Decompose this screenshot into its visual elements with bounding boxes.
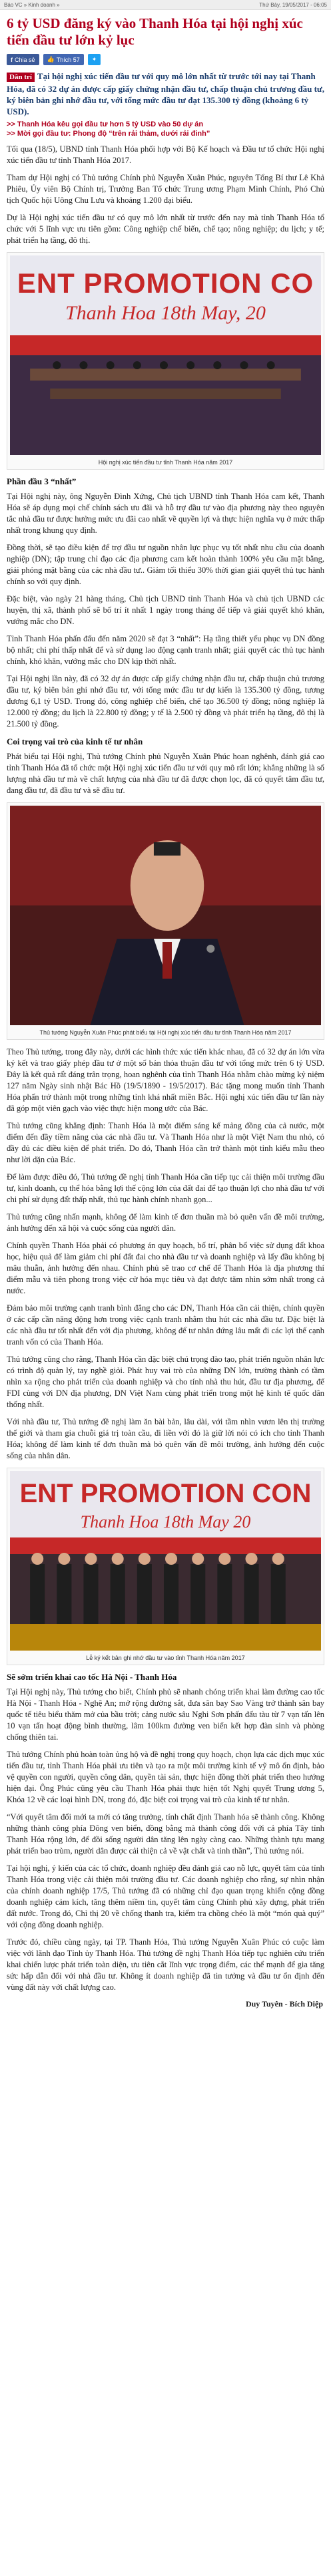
related-links <box>7 120 324 138</box>
banner-text: ENT PROMOTION CO <box>17 267 314 299</box>
paragraph: Tối qua (18/5), UBND tỉnh Thanh Hóa phối hợp với Bộ Kế hoạch và Đầu tư tổ chức Hội nghị xúc tiến đầu tư tỉnh Thanh Hóa 2017. <box>7 144 324 165</box>
like-button[interactable] <box>43 54 84 65</box>
section-heading: Phần đầu 3 “nhất” <box>7 476 77 486</box>
prime-minister-photo <box>10 806 321 1025</box>
paragraph: Theo Thủ tướng, trong đây này, dưới các hình thức xúc tiến khác nhau, đã có 32 dự án lớn vừa ký kết và trao giấy phép đầu tư ở một số bản thỏa thuận đầu tư với tổng mức trên 6 tỷ USD. Đây là kết quả rất đáng trân trọng, hoan nghênh của tỉnh Thanh Hóa nhằm chào mừng kỷ niệm 127 năm Ngày sinh nhật Bác Hồ (19/5/1890 - 19/5/2017). Bác tặng mong muốn tỉnh Thanh Hóa phấn trở thành một trong những tỉnh khá nhất miền Bắc. Hội nghị xúc tiến đầu tư lần này đã góp một viên gạch vào việc thực hiện mong ước của Bác. <box>7 1047 324 1113</box>
top-bar <box>0 0 331 10</box>
facebook-share-label: Chia sẻ <box>15 56 35 63</box>
article-author: Duy Tuyên - Bích Diệp <box>245 1999 323 2009</box>
lead-text: Tại hội nghị xúc tiến đầu tư với quy mô lớn nhất từ trước tới nay tại Thanh Hóa, đã có 32 dự án được cấp giấy chứng nhận đầu tư, chấp thuận chủ trương đầu tư, ký biên bản ghi nhớ đầu tư, với tổng mức đầu tư đạt 135.300 tỷ đồng (khoảng 6 tỷ USD). <box>7 71 324 116</box>
figure-caption: Lễ ký kết bản ghi nhớ đầu tư vào tỉnh Thanh Hóa năm 2017 <box>86 1655 245 1661</box>
conference-photo <box>10 255 321 455</box>
paragraph: Đảm bảo môi trường cạnh tranh bình đẳng cho các DN, Thanh Hóa cần cải thiện, chính quyền ở các cấp cần năng động hơn trong việc cạnh tranh nhằm thu hút các nhà đầu tư. Đặc biệt là các nhà đầu tư tốt nhất đến với địa phương, không để tư nhân đứng lâu mất đi các lợi thế cạnh tranh vốn có của Thanh Hóa. <box>7 1303 324 1347</box>
figure-caption: Thủ tướng Nguyễn Xuân Phúc phát biểu tại Hội nghị xúc tiến đầu tư tỉnh Thanh Hóa năm 2017 <box>39 1029 292 1036</box>
paragraph: Thủ tướng Chính phủ hoàn toàn ủng hộ và đề nghị trong quy hoạch, chọn lựa các dịch mục xúc tiến đầu tư, tỉnh Thanh Hóa phải ưu tiên và tạo ra một môi trường kinh tế vỹ mô ổn định, bảo vệ quyền con người, quyền công dân, quyền tài sản, thực hiện đồng thời phát triển theo hướng hiện đại. Ông Phúc cũng yêu cầu Thanh Hóa phải thực hiện tốt Nghị quyết Trung ương 5, Khóa 12 về các loại hình DN, trong đó, đặc biệt coi trọng vai trò của kinh tế tư nhân. <box>7 1750 325 1804</box>
paragraph: Với nhà đầu tư, Thủ tướng đề nghị làm ăn bài bản, lâu dài, với tầm nhìn vươn lên thị trường thế giới và tham gia chuỗi giá trị toàn cầu, đi liền với đó là giữ lời nói có ích cho tỉnh Thanh Hóa; không để làm kinh tế đơn thuần mà bỏ quên vấn đề môi trường, ảnh hưởng đến cuộc sống của nhân dân. <box>7 1417 324 1460</box>
signing-photo <box>10 1471 321 1651</box>
paragraph: Đồng thời, sẽ tạo điều kiện để trợ đầu tư nguồn nhân lực phục vụ tốt nhất nhu cầu của doanh nghiệp (DN); tập trung chỉ đạo các địa phương cam kết hoàn thành 100% yêu cầu mặt bằng, giải phóng mặt bằng của các nhà đầu tư.. Giảm tối thiểu 30% thời gian giải quyết thủ tục hành chính so với quy định. <box>7 543 324 586</box>
paragraph: Thủ tướng cũng nhấn mạnh, không để làm kinh tế đơn thuần mà bỏ quên vấn đề môi trường, ảnh hưởng đến xã hội và cuộc sống của người dân. <box>7 1212 324 1233</box>
like-label: Thích 57 <box>56 56 80 63</box>
article-title: 6 tỷ USD đăng ký vào Thanh Hóa tại hội nghị xúc tiến đầu tư lớn kỷ lục <box>7 15 303 48</box>
paragraph: Phát biểu tại Hội nghị, Thủ tướng Chính phủ Nguyễn Xuân Phúc hoan nghênh, đánh giá cao tỉnh Thanh Hóa đã tổ chức một Hội nghị xúc tiến đầu tư với quy mô rất lớn; khẳng những là số lượng nhà đầu tư mà về chất lượng của nhà đầu tư đã được chọn lọc, đã có quyết tâm đầu tư, đang đầu tư, đã đầu tư và sẽ đầu tư. <box>7 752 324 795</box>
facebook-icon: f <box>11 56 13 63</box>
share-bar <box>7 54 324 65</box>
banner-subtext: Thanh Hoa 18th May, 20 <box>65 302 266 324</box>
figure-caption: Hội nghị xúc tiến đầu tư tỉnh Thanh Hóa năm 2017 <box>98 459 233 466</box>
paragraph: Tham dự Hội nghị có Thủ tướng Chính phủ Nguyễn Xuân Phúc, nguyên Tổng Bí thư Lê Khả Phiêu, Ủy viên Bộ Chính trị, Trưởng Ban Tổ chức Trung ương Phạm Minh Chính, Phó Chủ tịch Quốc hội Uông Chu Lưu và khoảng 1.200 đại biểu. <box>7 173 324 205</box>
paragraph: Tại hội nghị, ý kiến của các tổ chức, doanh nghiệp đều đánh giá cao nỗ lực, quyết tâm của tỉnh Thanh Hóa trong việc cải thiện môi trường đầu tư. Các doanh nghiệp cho rằng, sự nhìn nhận của chính doanh nghiệp 17/5, Thủ tướng đã có những chỉ đạo quan trọng khiến cộng đồng doanh nghiệp cảm kích, tăng thêm niềm tin, quyết tâm cùng Chính phủ xây dựng, phát triển đất nước. Trong đó, Chỉ thị 20 về chống thanh tra, kiểm tra chồng chéo là một “món quà quý” với cộng đồng doanh nghiệp. <box>7 1863 324 1929</box>
section-heading: Coi trọng vai trò của kinh tế tư nhân <box>7 736 143 746</box>
section-heading: Sẽ sớm triển khai cao tốc Hà Nội - Thanh Hóa <box>7 1672 177 1682</box>
banner-subtext: Thanh Hoa 18th May 20 <box>80 1512 251 1531</box>
tweet-button[interactable] <box>88 54 101 65</box>
figure-signing <box>7 1468 324 1665</box>
paragraph: Tại Hội nghị lần này, đã có 32 dự án được cấp giấy chứng nhận đầu tư, chấp thuận chủ trương đầu tư, ký biên bản ghi nhớ đầu tư, với tổng mức đầu tư dự kiến là 135.300 tỷ đồng, tương đương 6,1 tỷ USD. Trong đó, công nghiệp chế biến, chế tạo 36.500 tỷ đồng; nông nghiệp là 12.000 tỷ đồng; du lịch là 22.800 tỷ đồng; y tế là 2.500 tỷ đồng và phát triển hạ tầng, đô thị là 21.500 tỷ đồng. <box>7 674 324 728</box>
paragraph: Thủ tướng cũng cho rằng, Thanh Hóa cần đặc biệt chú trọng đào tạo, phát triển nguồn nhân lực có trình độ quản lý, tay nghề giỏi. Phát huy vai trò của những DN lớn, trường thành có tầm nhìn xa rộng cho phát triển của doanh nghiệp và cho tính nhà thu hút, đầu tư địa phương, để FDI cùng với DN địa phương, DN Việt Nam cùng phát triển trong một hệ kinh tế quốc dân thống nhất. <box>7 1355 324 1409</box>
source-tag: Dân trí <box>7 73 35 82</box>
banner-text: ENT PROMOTION CON <box>19 1479 312 1508</box>
article-lead <box>7 71 324 117</box>
paragraph: Dự là Hội nghị xúc tiến đầu tư có quy mô lớn nhất từ trước đến nay mà tỉnh Thanh Hóa tổ chức với 5 lĩnh vực ưu tiên gồm: Công nghiệp chế biến, chế tạo; nông nghiệp; du lịch; y tế; phát triển hạ tầng, đô thị. <box>7 213 324 245</box>
figure-conference <box>7 252 324 470</box>
paragraph: “Với quyết tâm đổi mới ta mới có tăng trưởng, tính chất định Thanh hóa sẽ thành công. Không những thành công phía Đông ven biển, đồng bằng mà thành công đối với cả phía Tây tỉnh Thanh Hóa rộng lớn, để đồi sống người dân tăng lên ngày càng cao. Những thành tựu mang phát triển bao trùm, người dân được cải thiện cả về vật chất và tinh thần”, Thủ tướng nói. <box>7 1812 324 1855</box>
thumbs-up-icon: 👍 <box>47 56 55 63</box>
paragraph: Chính quyền Thanh Hóa phải có phương án quy hoạch, bố trí, phân bố việc sử dụng đất khoa học, hiệu quả để làm giảm chi phí đất đai cho nhà đầu tư và doanh nghiệp và lấy đầu không bị mâu thuẫn, ảnh hưởng đến nhau. Chính phủ sẽ trao cơ chế để Thanh Hóa là địa phương thí điểm mẫu và tiên phong trong việc cử hóa mục tiêu và đạt được tăm nhìn sớm nhất trong cả nước. <box>7 1241 324 1295</box>
paragraph: Tại Hội nghị này, Thủ tướng cho biết, Chính phủ sẽ nhanh chóng triển khai làm đường cao tốc Hà Nội - Thanh Hóa - Nghệ An; mở rộng đường sắt, đưa sân bay Sao Vàng trở thành sân bay quốc tế tiêu biểu thăm mở của bầu trời; cảng nước sâu Nghi Sơn phấn đấu tàu từ 7 vạn tấn lên 10 vạn tấn hoạt động bình thường, lâm 100km đường ven biển kết hợp đàn sinh và phòng chống thiên tai. <box>7 1687 324 1742</box>
breadcrumb[interactable]: Báo VC » Kinh doanh » <box>4 1 60 8</box>
date-time: Thứ Bảy, 19/05/2017 - 06:05 <box>259 1 327 8</box>
figure-prime-minister <box>7 802 324 1040</box>
paragraph: Để làm được điều đó, Thủ tướng đề nghị tỉnh Thanh Hóa cần tiếp tục cải thiện môi trường đầu tư, kinh doanh, cụ thể hóa bằng lợi thế cộng lớn của đất đai để tạo thuận lợi cho nhà đầu tư với chi phí sử dụng đất thấp nhất, thủ tục hành chính nhanh gọn... <box>7 1172 324 1204</box>
related-link[interactable]: >> Mời gọi đầu tư: Phong độ “trên rải thảm, dưới rải đinh” <box>7 130 210 138</box>
paragraph: Tỉnh Thanh Hóa phấn đấu đến năm 2020 sẽ đạt 3 “nhất”: Hạ tầng thiết yếu phục vụ DN đồng bộ nhất; chi phí thấp nhất để và sử dụng lao động cạnh tranh nhất; giải quyết các thủ tục hành chính, khó khăn, vướng mắc cho DN kịp thời nhất. <box>7 634 324 666</box>
paragraph: Thủ tướng cũng khẳng định: Thanh Hóa là một điểm sáng kể mảng đồng của cả nước, một điểm đến đầy tiềm năng của các nhà đầu tư. Và Thanh Hóa như là một Việt Nam thu nhỏ, có đầy đủ các điều kiện để phát triển. Do đó, Thanh Hóa cần trở thành một tỉnh kiểu mẫu theo như lời dặn của Bác. <box>7 1121 324 1164</box>
related-link[interactable]: >> Thanh Hóa kêu gọi đầu tư hơn 5 tỷ USD vào 50 dự án <box>7 120 204 128</box>
twitter-icon: ✦ <box>91 56 97 63</box>
paragraph: Đặc biệt, vào ngày 21 hàng tháng, Chủ tịch UBND tỉnh Thanh Hóa và chủ tịch UBND các huyện, thị xã, thành phố sẽ bố trí ít nhất 1 ngày trong tháng để tiếp và giải quyết khó khăn, vướng mắc cho DN. <box>7 594 324 626</box>
paragraph: Tại Hội nghị này, ông Nguyễn Đình Xứng, Chủ tịch UBND tỉnh Thanh Hóa cam kết, Thanh Hóa sẽ áp dụng mọi chế chính sách ưu đãi và hỗ trợ đầu tư vào địa phương này theo nguyên tắc nhà đầu tư được hưởng mức ưu đãi cao nhất về quyền lợi và thực hiện nghĩa vụ ở mức thấp nhất trong khung quy định. <box>7 492 324 535</box>
facebook-share-button[interactable] <box>7 54 39 65</box>
paragraph: Trước đó, chiều cùng ngày, tại TP. Thanh Hóa, Thủ tướng Nguyễn Xuân Phúc có cuộc làm việc với lãnh đạo Tỉnh ủy Thanh Hóa. Thủ tướng đề nghị Thanh Hóa tiếp tục nghiên cứu triển khai chiến lược phát triển toàn diện, ưu tiên cắt lĩnh vực trọng điểm, các thể mạnh để gia tăng sức hấp dẫn đối với nhà đầu tư. Không ít doanh nghiệp đã tin tưởng và đầu tư ổn định đến vùng đất này với chất lượng cao. <box>7 1937 324 1992</box>
